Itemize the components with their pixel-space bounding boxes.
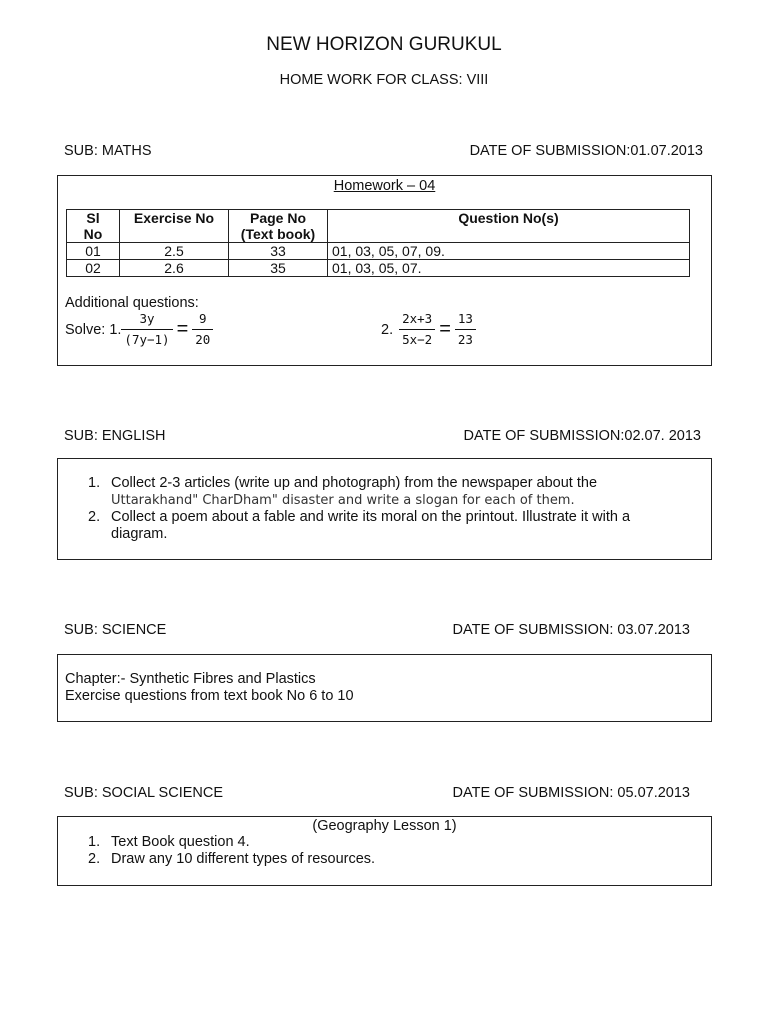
english-task-list [58, 475, 701, 543]
equation-1-right-fraction: $\frac{9}{20}$ [192, 311, 213, 348]
science-chapter: Chapter:- Synthetic Fibres and Plastics [65, 671, 316, 687]
equation-1-left-fraction: $\frac{3y}{(7y-1)}$ [121, 311, 172, 348]
science-exercise: Exercise questions from text book No 6 to 10 [65, 688, 354, 704]
social-science-subject: SUB: SOCIAL SCIENCE [64, 785, 224, 801]
school-name: NEW HORIZON GURUKUL [266, 34, 502, 55]
table-row [67, 243, 690, 260]
equals-sign: = [439, 318, 451, 340]
english-homework-box [57, 458, 712, 560]
social-science-homework-box [57, 816, 712, 886]
social-science-submission-date: DATE OF SUBMISSION: 05.07.2013 [452, 785, 690, 801]
cell-sl-no: 02 [67, 260, 120, 277]
table-row [67, 260, 690, 277]
additional-question-2 [381, 311, 476, 348]
science-submission-date: DATE OF SUBMISSION: 03.07.2013 [452, 622, 690, 638]
english-subject: SUB: ENGLISH [64, 428, 166, 444]
maths-subject: SUB: MATHS [64, 143, 152, 159]
col-header-page-no: Page No (Text book) [229, 210, 328, 243]
solve-label: Solve: 1. [65, 321, 122, 338]
cell-exercise-no: 2.6 [120, 260, 229, 277]
col-header-exercise-no: Exercise No [120, 210, 229, 243]
maths-homework-box [57, 175, 712, 366]
equation-2-right-fraction: $\frac{13}{23}$ [455, 311, 476, 348]
col-header-sl-no: Sl No [67, 210, 120, 243]
cell-exercise-no: 2.5 [120, 243, 229, 260]
question-2-label: 2. [381, 321, 394, 338]
col-header-question-nos: Question No(s) [328, 210, 690, 243]
additional-question-1 [65, 311, 213, 348]
equation-2-left-fraction: $\frac{2x+3}{5x-2}$ [399, 311, 435, 348]
class-line: HOME WORK FOR CLASS: VIII [279, 72, 489, 88]
english-submission-date: DATE OF SUBMISSION:02.07. 2013 [463, 428, 701, 444]
list-item: 1. Text Book question 4. [88, 834, 250, 850]
maths-homework-table [66, 209, 690, 277]
equals-sign: = [176, 318, 189, 340]
list-item: 2. Draw any 10 different types of resources. [88, 851, 376, 867]
science-homework-box [57, 654, 712, 722]
geography-lesson-heading: (Geography Lesson 1) [312, 818, 457, 834]
homework-title: Homework – 04 [333, 178, 436, 194]
list-item: 1. Collect 2-3 articles (write up and photograph) from the newspaper about the Uttarakhand" CharDham" disaster and write a slogan for each of them. [88, 475, 598, 508]
cell-page-no: 33 [229, 243, 328, 260]
table-header-row [67, 210, 690, 243]
science-subject: SUB: SCIENCE [64, 622, 167, 638]
cell-page-no: 35 [229, 260, 328, 277]
social-science-task-list [58, 834, 701, 868]
maths-submission-date: DATE OF SUBMISSION:01.07.2013 [469, 143, 703, 159]
cell-question-nos: 01, 03, 05, 07, 09. [328, 243, 690, 260]
cell-sl-no: 01 [67, 243, 120, 260]
additional-questions-label: Additional questions: [65, 295, 199, 311]
list-item: 2. Collect a poem about a fable and write its moral on the printout. Illustrate it with a diagram. [88, 509, 631, 542]
cell-question-nos: 01, 03, 05, 07. [328, 260, 690, 277]
